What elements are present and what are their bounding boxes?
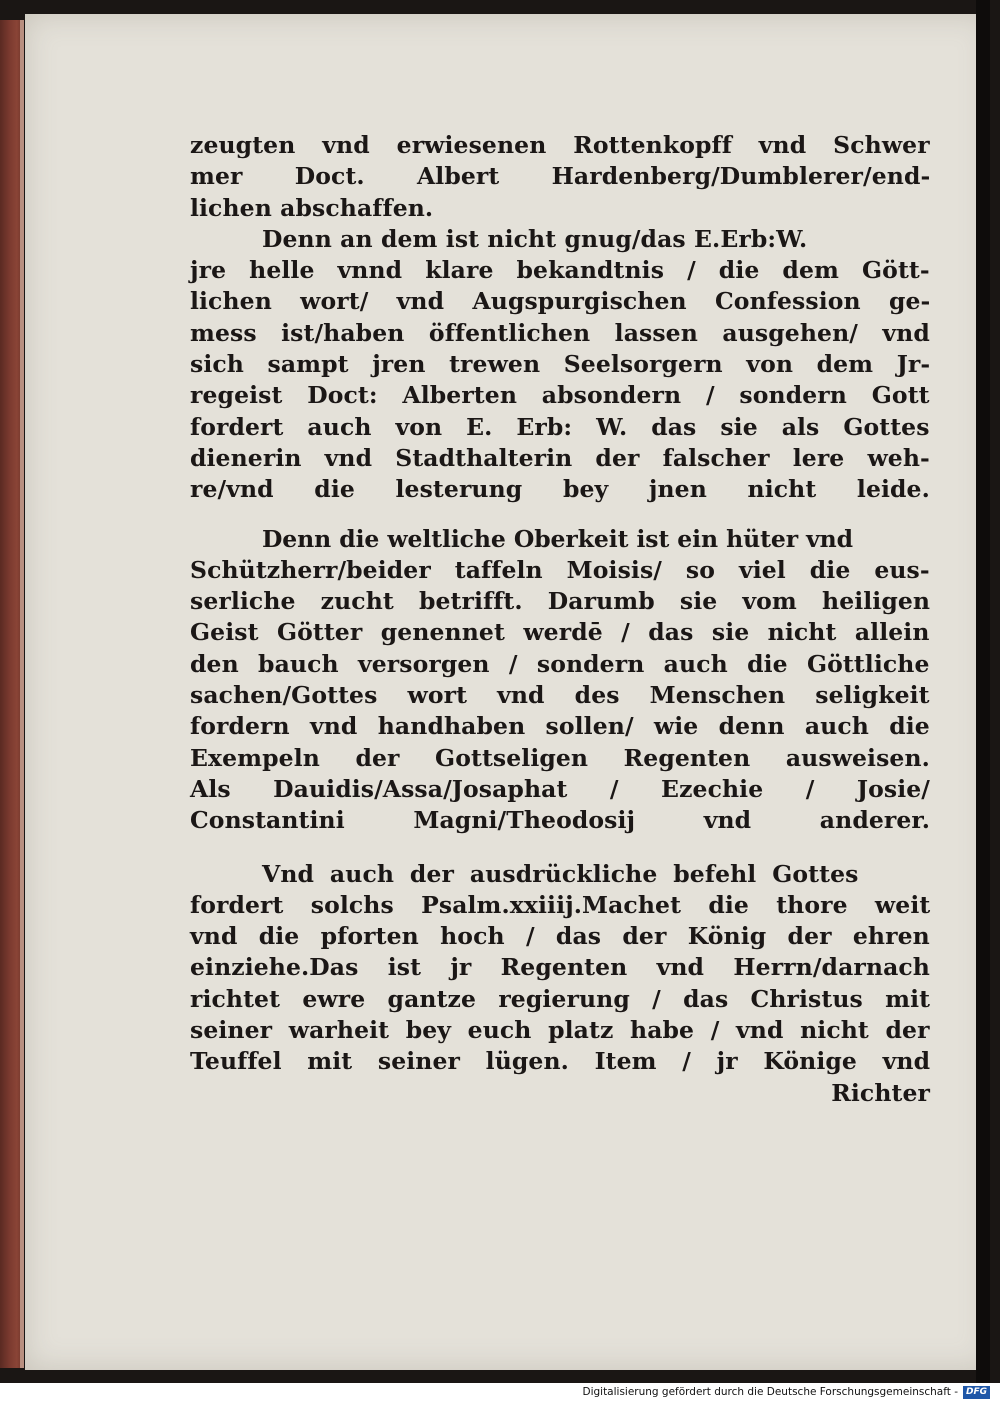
paragraph <box>190 130 930 224</box>
paragraph-gap <box>190 837 930 859</box>
text-line: dienerin vnd Stadthalterin der falscher lere weh- <box>190 443 930 472</box>
text-line: vnd die pforten hoch / das der König der ehren <box>190 922 930 951</box>
text-block <box>190 130 930 1109</box>
text-line: lichen wort/ vnd Augspurgischen Confession ge- <box>190 287 931 316</box>
text-line: mer Doct. Albert Hardenberg/Dumblerer/end- <box>190 162 931 191</box>
text-line: fordert auch von E. Erb: W. das sie als Gottes <box>190 412 930 441</box>
text-line: serliche zucht betrifft. Darumb sie vom heiligen <box>190 587 931 616</box>
text-line: Schützherr/beider taffeln Moisis/ so viel die eus- <box>190 555 930 584</box>
footer-bar <box>0 1383 1000 1403</box>
paragraph <box>190 524 930 837</box>
dfg-logo: DFG <box>963 1386 990 1399</box>
text-line: Vnd auch der ausdrückliche befehl Gottes <box>262 859 859 888</box>
text-line: jre helle vnnd klare bekandtnis / die dem Gött- <box>190 256 930 285</box>
text-line: regeist Doct: Alberten absondern / sondern Gott <box>190 381 930 410</box>
text-line: Geist Götter genennet werdē / das sie nicht allein <box>190 618 930 647</box>
page-gutter-shadow <box>976 0 990 1383</box>
text-line: lichen abschaffen. <box>190 193 434 222</box>
paragraph <box>190 224 930 506</box>
text-line: den bauch versorgen / sondern auch die Göttliche <box>190 649 930 678</box>
catchword: Richter <box>831 1078 930 1107</box>
text-line: einziehe.Das ist jr Regenten vnd Herrn/darnach <box>190 953 930 982</box>
text-line: mess ist/haben öffentlichen lassen ausgehen/ vnd <box>190 318 930 347</box>
text-line: sich sampt jren trewen Seelsorgern von dem Jr- <box>190 350 931 379</box>
text-line: richtet ewre gantze regierung / das Christus mit <box>190 984 931 1013</box>
text-line: zeugten vnd erwiesenen Rottenkopff vnd Schwer <box>190 131 930 159</box>
paragraph-gap <box>190 506 930 524</box>
text-line: Teuffel mit seiner lügen. Item / jr Könige vnd <box>190 1047 931 1076</box>
text-line: Exempeln der Gottseligen Regenten ausweisen. <box>190 743 930 772</box>
footer-credit: Digitalisierung gefördert durch die Deutsche Forschungsgemeinschaft - <box>582 1386 958 1398</box>
text-line: seiner warheit bey euch platz habe / vnd nicht der <box>190 1016 930 1045</box>
text-line: fordert solchs Psalm.xxiiij.Machet die thore weit <box>190 890 931 919</box>
book-cover-edge <box>0 20 24 1368</box>
text-line: fordern vnd handhaben sollen/ wie denn auch die <box>190 712 930 741</box>
text-line: re/vnd die lesterung bey jnen nicht leide. <box>190 475 930 504</box>
text-line: Constantini Magni/Theodosij vnd anderer. <box>190 806 931 835</box>
text-line: Denn die weltliche Oberkeit ist ein hüter vnd <box>262 524 854 553</box>
text-line: Denn an dem ist nicht gnug/das E.Erb:W. <box>262 224 808 253</box>
text-line: Als Dauidis/Assa/Josaphat / Ezechie / Josie/ <box>190 774 930 803</box>
text-line: sachen/Gottes wort vnd des Menschen seligkeit <box>190 681 930 710</box>
paragraph <box>190 859 930 1078</box>
